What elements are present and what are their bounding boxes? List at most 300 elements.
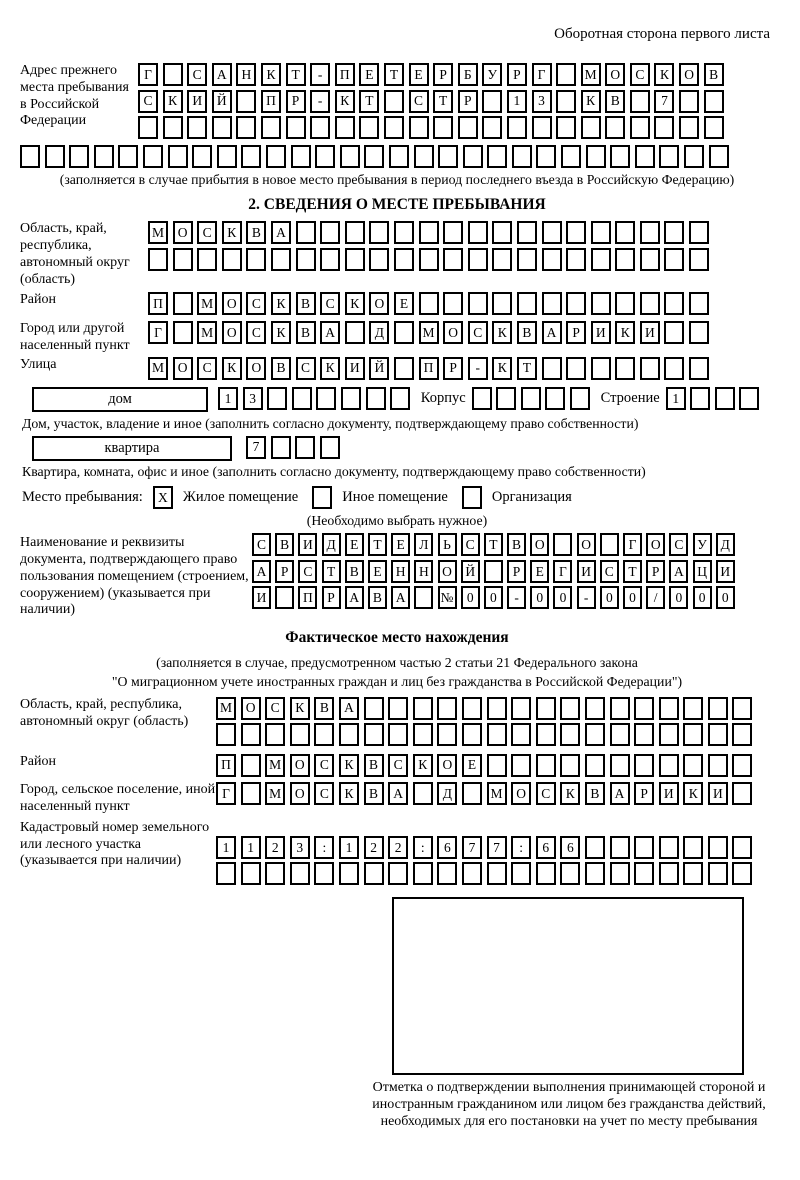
actual-region-label: Область, край, республика, автономный округ (область) [20, 696, 189, 729]
char-box [359, 116, 379, 139]
char-box: К [290, 697, 310, 720]
char-box [414, 586, 433, 609]
char-box: В [314, 697, 334, 720]
char-box [739, 387, 759, 410]
char-box [591, 221, 611, 244]
char-box [364, 145, 384, 168]
actual-district-label: Район [20, 753, 56, 769]
char-box: В [271, 357, 291, 380]
char-box: Е [368, 560, 387, 583]
char-box [585, 836, 605, 859]
char-box: В [364, 754, 384, 777]
char-box: Т [322, 560, 341, 583]
char-box [241, 782, 261, 805]
char-box [296, 221, 316, 244]
char-box [394, 221, 414, 244]
apartment-row [32, 436, 774, 463]
char-box [265, 862, 285, 885]
char-box [683, 697, 703, 720]
char-box [634, 836, 654, 859]
char-box: 0 [461, 586, 480, 609]
char-box [659, 145, 679, 168]
char-box [640, 357, 660, 380]
stay-checkbox-other [312, 486, 332, 509]
char-box [241, 754, 261, 777]
char-box: Р [507, 560, 526, 583]
char-box [545, 387, 565, 410]
district-label: Район [20, 292, 56, 308]
char-box: О [290, 754, 310, 777]
char-box [414, 145, 434, 168]
char-box [482, 116, 502, 139]
char-box: М [197, 321, 217, 344]
char-box: 0 [716, 586, 735, 609]
char-box [683, 862, 703, 885]
char-box [585, 862, 605, 885]
char-box [511, 754, 531, 777]
char-box [394, 321, 414, 344]
char-box: С [138, 90, 158, 113]
char-box: С [536, 782, 556, 805]
char-box [708, 697, 728, 720]
char-box [704, 90, 724, 113]
char-box: И [708, 782, 728, 805]
char-box [591, 357, 611, 380]
char-box [389, 145, 409, 168]
char-box [339, 862, 359, 885]
char-box: А [391, 586, 410, 609]
char-box: О [246, 357, 266, 380]
char-box [664, 221, 684, 244]
char-box [634, 754, 654, 777]
char-box [640, 292, 660, 315]
char-box: Т [368, 533, 387, 556]
char-box: К [320, 357, 340, 380]
char-box [732, 782, 752, 805]
char-box: - [468, 357, 488, 380]
char-box [390, 387, 410, 410]
document-block [20, 533, 774, 619]
char-box [340, 145, 360, 168]
char-box [216, 723, 236, 746]
char-box: О [173, 357, 193, 380]
char-grid-document-1 [252, 533, 739, 556]
char-grid-city [148, 321, 714, 344]
char-box [664, 321, 684, 344]
city-block [20, 321, 774, 355]
char-box [266, 145, 286, 168]
char-box [339, 723, 359, 746]
char-box: П [419, 357, 439, 380]
char-box [364, 723, 384, 746]
char-box: 1 [218, 387, 238, 410]
char-box [443, 248, 463, 271]
char-box: Р [322, 586, 341, 609]
char-box: 3 [290, 836, 310, 859]
char-box: - [310, 90, 330, 113]
char-box [217, 145, 237, 168]
char-box [664, 357, 684, 380]
char-box [310, 116, 330, 139]
char-box: К [339, 782, 359, 805]
char-box: С [630, 63, 650, 86]
char-box [143, 145, 163, 168]
char-box [419, 248, 439, 271]
char-box [610, 836, 630, 859]
char-box: С [197, 221, 217, 244]
char-box [561, 145, 581, 168]
stay-option-organization: Организация [491, 489, 572, 506]
char-box [443, 221, 463, 244]
char-box [341, 387, 361, 410]
char-box [388, 862, 408, 885]
char-box: С [320, 292, 340, 315]
char-box: К [163, 90, 183, 113]
char-box: С [314, 782, 334, 805]
char-box: О [443, 321, 463, 344]
char-box [20, 145, 40, 168]
char-box [314, 723, 334, 746]
char-box: Р [275, 560, 294, 583]
char-box [437, 862, 457, 885]
char-box [532, 116, 552, 139]
char-box [704, 116, 724, 139]
char-box: А [345, 586, 364, 609]
char-box [236, 116, 256, 139]
char-box: Ц [693, 560, 712, 583]
char-box [433, 116, 453, 139]
char-box: : [511, 836, 531, 859]
stamp-box [392, 897, 744, 1075]
char-box: Р [646, 560, 665, 583]
char-box: И [716, 560, 735, 583]
char-box: Т [359, 90, 379, 113]
char-box [463, 145, 483, 168]
char-box [654, 116, 674, 139]
char-box [492, 292, 512, 315]
cadastral-block [20, 820, 774, 889]
char-box: С [314, 754, 334, 777]
char-box [468, 248, 488, 271]
actual-city-label: Город, сельское поселение, иной населенный пункт [20, 782, 216, 814]
char-box: Д [369, 321, 389, 344]
char-box: 7 [246, 436, 266, 459]
korpus-label: Корпус [420, 390, 466, 407]
char-box [511, 697, 531, 720]
char-box [536, 754, 556, 777]
char-box: С [187, 63, 207, 86]
char-box: М [197, 292, 217, 315]
char-box: К [654, 63, 674, 86]
char-box [732, 697, 752, 720]
char-box [163, 116, 183, 139]
char-box [291, 145, 311, 168]
char-box [286, 116, 306, 139]
char-box [419, 221, 439, 244]
char-box [630, 116, 650, 139]
char-box: 3 [243, 387, 263, 410]
char-box: Т [517, 357, 537, 380]
region-block [20, 221, 774, 288]
char-box: К [222, 357, 242, 380]
char-box: Г [623, 533, 642, 556]
char-box: К [492, 321, 512, 344]
char-box [659, 723, 679, 746]
char-box [586, 145, 606, 168]
char-box [462, 723, 482, 746]
char-grid-document-2 [252, 560, 739, 583]
stamp-caption: Отметка о подтверждении выполнения принимающей стороной и иностранным гражданином или лицом без гражданства действий, необходимых для его постановки на учет по месту пребывания [372, 1079, 766, 1129]
char-box [708, 723, 728, 746]
char-box [659, 836, 679, 859]
char-box: 0 [693, 586, 712, 609]
char-box: П [216, 754, 236, 777]
prev-address-grids [138, 63, 728, 143]
char-box: О [511, 782, 531, 805]
char-box: И [640, 321, 660, 344]
char-box: С [388, 754, 408, 777]
char-box [556, 90, 576, 113]
char-box [222, 248, 242, 271]
char-box [369, 221, 389, 244]
char-box: Й [461, 560, 480, 583]
char-box [560, 697, 580, 720]
stay-option-other: Иное помещение [342, 489, 448, 506]
house-note: Дом, участок, владение и иное (заполнить согласно документу, подтверждающему право собственности) [22, 415, 639, 431]
char-box [659, 697, 679, 720]
char-box: 1 [666, 387, 686, 410]
char-grid-prev-full [20, 145, 774, 168]
char-box: О [222, 321, 242, 344]
actual-city-block [20, 782, 774, 816]
char-box: А [252, 560, 271, 583]
char-box [443, 292, 463, 315]
char-box [615, 248, 635, 271]
char-grid-stroenie [666, 387, 764, 410]
char-box: Й [369, 357, 389, 380]
char-box [296, 248, 316, 271]
char-box: Т [623, 560, 642, 583]
char-box: 1 [507, 90, 527, 113]
char-box: Г [553, 560, 572, 583]
char-box: В [585, 782, 605, 805]
char-box: К [615, 321, 635, 344]
char-box: С [265, 697, 285, 720]
char-box [345, 221, 365, 244]
char-box [634, 862, 654, 885]
char-box: 2 [265, 836, 285, 859]
char-box [366, 387, 386, 410]
char-box [542, 248, 562, 271]
char-box [236, 90, 256, 113]
char-box: 7 [487, 836, 507, 859]
char-box: В [507, 533, 526, 556]
char-box: У [482, 63, 502, 86]
char-box [246, 248, 266, 271]
char-box: К [560, 782, 580, 805]
char-box [517, 221, 537, 244]
char-box [265, 723, 285, 746]
char-box [640, 248, 660, 271]
char-grid-house-number [218, 387, 415, 410]
char-box [690, 387, 710, 410]
char-box: У [693, 533, 712, 556]
char-box [241, 145, 261, 168]
char-box [384, 90, 404, 113]
region-label: Область, край, республика, автономный округ (область) [20, 221, 130, 287]
char-box [634, 697, 654, 720]
char-box: Е [409, 63, 429, 86]
char-box [216, 862, 236, 885]
char-box [413, 782, 433, 805]
char-box [635, 145, 655, 168]
char-box [173, 292, 193, 315]
char-box [689, 357, 709, 380]
char-box [507, 116, 527, 139]
char-box [437, 697, 457, 720]
char-box: Л [414, 533, 433, 556]
char-box [689, 248, 709, 271]
char-box [496, 387, 516, 410]
char-box [536, 697, 556, 720]
char-box [679, 116, 699, 139]
char-box [536, 862, 556, 885]
char-box [320, 221, 340, 244]
char-box [487, 862, 507, 885]
char-box: 7 [462, 836, 482, 859]
char-box [275, 586, 294, 609]
char-box [267, 387, 287, 410]
char-box: Р [443, 357, 463, 380]
char-box [610, 697, 630, 720]
char-box: 3 [532, 90, 552, 113]
char-box: № [438, 586, 457, 609]
apartment-note: Квартира, комната, офис и иное (заполнить согласно документу, подтверждающему право собственности) [22, 464, 646, 480]
char-box: О [437, 754, 457, 777]
char-box: Ь [438, 533, 457, 556]
char-box: Е [462, 754, 482, 777]
char-box: К [492, 357, 512, 380]
char-grid-prev-1 [138, 63, 728, 86]
char-box: И [252, 586, 271, 609]
char-box: В [605, 90, 625, 113]
char-box [468, 221, 488, 244]
stay-checkbox-organization [462, 486, 482, 509]
char-box [364, 697, 384, 720]
char-box [487, 723, 507, 746]
actual-region-block [20, 697, 774, 750]
char-box: Р [507, 63, 527, 86]
char-box [556, 63, 576, 86]
char-grid-document-3 [252, 586, 739, 609]
char-box: М [487, 782, 507, 805]
char-box [542, 357, 562, 380]
char-box: Р [286, 90, 306, 113]
char-box: И [577, 560, 596, 583]
char-box [487, 145, 507, 168]
char-box: М [265, 754, 285, 777]
char-box: Т [384, 63, 404, 86]
char-box [683, 836, 703, 859]
char-box [585, 754, 605, 777]
char-box: С [461, 533, 480, 556]
char-box [615, 221, 635, 244]
char-box: 0 [600, 586, 619, 609]
char-box: П [298, 586, 317, 609]
char-box [566, 221, 586, 244]
char-box [438, 145, 458, 168]
char-box: А [271, 221, 291, 244]
char-box: В [296, 321, 316, 344]
char-box [605, 116, 625, 139]
char-box [708, 754, 728, 777]
char-box: А [339, 697, 359, 720]
char-box [630, 90, 650, 113]
char-box [560, 723, 580, 746]
char-box [45, 145, 65, 168]
stay-type-label: Место пребывания: [22, 489, 143, 506]
char-box [118, 145, 138, 168]
char-grid-street [148, 357, 714, 380]
char-box: В [296, 292, 316, 315]
char-box: И [298, 533, 317, 556]
char-box: С [246, 321, 266, 344]
char-box: С [252, 533, 271, 556]
char-box [482, 90, 502, 113]
char-grid-actual-region-1 [216, 697, 757, 720]
char-box: К [345, 292, 365, 315]
char-box [570, 387, 590, 410]
char-box: 6 [437, 836, 457, 859]
char-box [173, 321, 193, 344]
char-box: К [413, 754, 433, 777]
char-box [560, 754, 580, 777]
char-box: Г [216, 782, 236, 805]
char-box [487, 754, 507, 777]
char-box [163, 63, 183, 86]
char-box: А [212, 63, 232, 86]
char-box: Т [433, 90, 453, 113]
section2-title: 2. СВЕДЕНИЯ О МЕСТЕ ПРЕБЫВАНИЯ [248, 196, 546, 214]
char-box [610, 754, 630, 777]
char-box: Р [634, 782, 654, 805]
prev-address-block [20, 63, 774, 143]
char-box [335, 116, 355, 139]
char-box [492, 248, 512, 271]
char-box: К [339, 754, 359, 777]
char-box: К [271, 321, 291, 344]
char-box: Б [458, 63, 478, 86]
char-box [732, 723, 752, 746]
char-box [437, 723, 457, 746]
char-box: М [265, 782, 285, 805]
char-box [689, 292, 709, 315]
char-box: 1 [241, 836, 261, 859]
char-box [511, 723, 531, 746]
char-box: 6 [560, 836, 580, 859]
char-box [138, 116, 158, 139]
char-box: И [591, 321, 611, 344]
char-box: С [468, 321, 488, 344]
char-box [290, 723, 310, 746]
char-box [187, 116, 207, 139]
char-box: С [197, 357, 217, 380]
char-box [462, 862, 482, 885]
house-type-box: дом [32, 387, 208, 412]
char-box: К [581, 90, 601, 113]
char-box [566, 357, 586, 380]
char-box: 0 [623, 586, 642, 609]
